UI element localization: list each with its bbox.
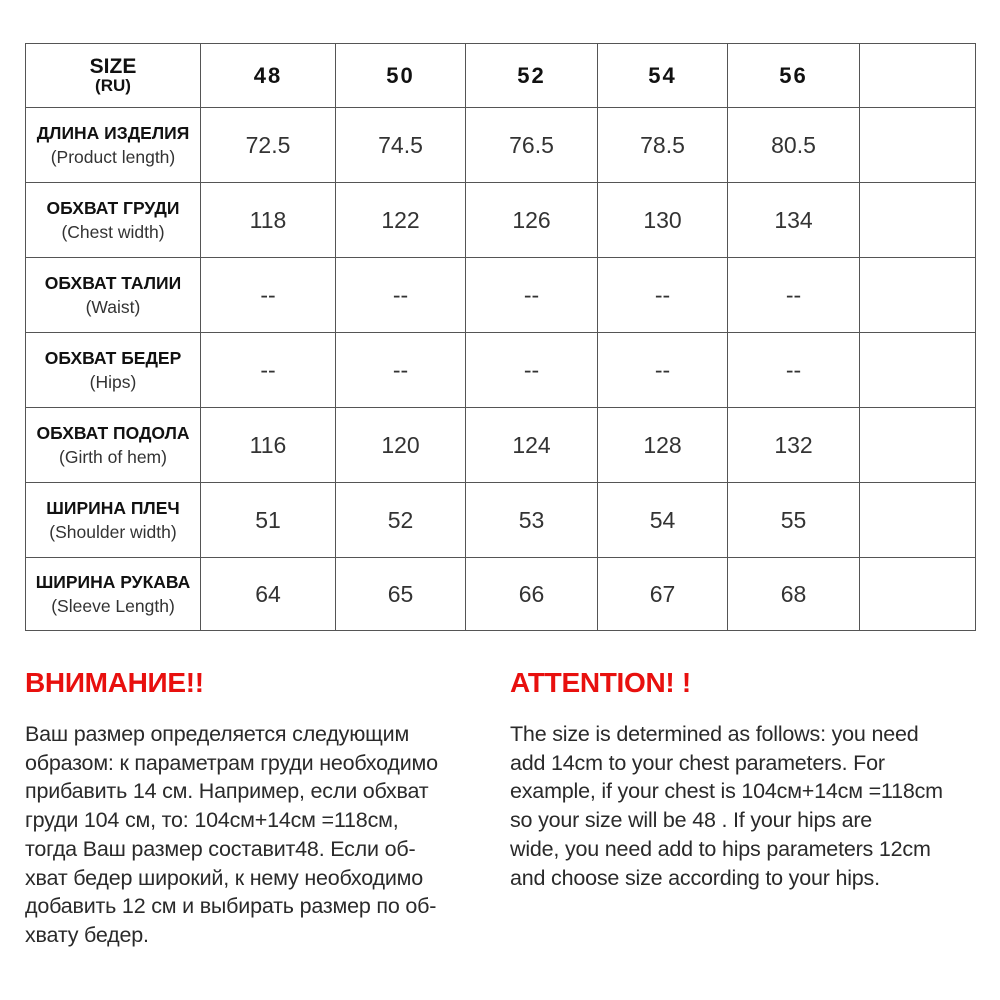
cell-value: 72.5 — [245, 131, 291, 158]
cell-value: 64 — [255, 580, 281, 607]
table-row — [26, 408, 976, 483]
table-row — [26, 558, 976, 631]
size-column-header — [860, 44, 976, 108]
table-cell — [860, 558, 976, 631]
cell-value: -- — [260, 281, 276, 308]
cell-value: 55 — [780, 506, 807, 533]
table-cell — [466, 258, 598, 333]
table-cell — [728, 258, 860, 333]
attention-text-en: The size is determined as follows: you need add 14cm to your chest parameters. For example, if your chest is 104cм+14cм =118cm so your size will be 48 . If your hips are wide, you need add to hips parameters 12cm and choose size according to your hips. — [510, 722, 943, 890]
row-label-en: (Shoulder width) — [49, 522, 177, 542]
cell-value: 65 — [387, 580, 414, 607]
row-label-cell — [26, 333, 201, 408]
row-label-cell — [26, 258, 201, 333]
table-cell — [336, 183, 466, 258]
table-cell — [336, 483, 466, 558]
table-cell — [336, 333, 466, 408]
table-cell — [728, 108, 860, 183]
cell-value: 78.5 — [640, 131, 685, 158]
cell-value: -- — [654, 356, 671, 383]
size-column-header — [598, 44, 728, 108]
table-cell — [860, 408, 976, 483]
table-cell — [598, 183, 728, 258]
table-cell — [728, 333, 860, 408]
table-cell — [466, 408, 598, 483]
row-label-en: (Girth of hem) — [59, 447, 167, 467]
table-row — [26, 108, 976, 183]
table-cell — [201, 483, 336, 558]
table-cell — [336, 408, 466, 483]
table-cell — [466, 558, 598, 631]
size-column-header — [336, 44, 466, 108]
cell-value: -- — [654, 281, 671, 308]
cell-value: 66 — [518, 580, 545, 607]
table-cell — [728, 408, 860, 483]
cell-value: 116 — [249, 431, 287, 458]
size-chart-table — [25, 43, 976, 631]
table-row — [26, 183, 976, 258]
cell-value: 74.5 — [378, 131, 423, 158]
cell-value: 132 — [774, 431, 813, 458]
cell-value: 54 — [649, 506, 676, 533]
table-cell — [201, 108, 336, 183]
table-cell — [201, 183, 336, 258]
size-value: 52 — [517, 62, 546, 88]
row-label-cell — [26, 108, 201, 183]
size-value: 50 — [386, 62, 415, 88]
row-label-en: (Hips) — [89, 372, 137, 392]
table-cell — [598, 483, 728, 558]
row-label-en: (Sleeve Length) — [51, 596, 175, 616]
table-cell — [598, 258, 728, 333]
table-cell — [860, 333, 976, 408]
table-cell — [598, 408, 728, 483]
cell-value: -- — [523, 281, 540, 308]
table-row — [26, 333, 976, 408]
cell-value: 68 — [780, 580, 807, 607]
row-label-ru: ШИРИНА РУКАВА — [35, 572, 191, 592]
row-label-ru: ОБХВАТ ПОДОЛА — [36, 423, 190, 443]
table-row — [26, 258, 976, 333]
table-cell — [728, 483, 860, 558]
row-label-en: (Product length) — [50, 147, 176, 167]
size-region-label: (RU) — [95, 75, 131, 95]
table-cell — [466, 333, 598, 408]
table-cell — [728, 183, 860, 258]
row-label-cell — [26, 183, 201, 258]
row-label-ru: ОБХВАТ ГРУДИ — [46, 198, 180, 218]
size-chart-body — [26, 44, 976, 631]
row-label-cell — [26, 558, 201, 631]
cell-value: 126 — [512, 206, 551, 233]
table-cell — [336, 558, 466, 631]
cell-value: -- — [523, 356, 540, 383]
cell-value: 122 — [381, 206, 420, 233]
cell-value: 76.5 — [509, 131, 554, 158]
row-label-en: (Chest width) — [61, 222, 165, 242]
table-cell — [336, 108, 466, 183]
table-cell — [336, 258, 466, 333]
table-row — [26, 483, 976, 558]
attention-title-ru: ВНИМАНИЕ!! — [25, 667, 204, 698]
attention-title-en: ATTENTION! ! — [510, 667, 691, 698]
cell-value: 51 — [255, 506, 281, 533]
row-label-ru: ДЛИНА ИЗДЕЛИЯ — [36, 123, 190, 143]
size-column-header — [201, 44, 336, 108]
table-cell — [466, 183, 598, 258]
size-header-cell — [26, 44, 201, 108]
cell-value: 118 — [249, 206, 287, 233]
table-cell — [860, 483, 976, 558]
cell-value: 52 — [387, 506, 414, 533]
row-label-cell — [26, 408, 201, 483]
size-value: 54 — [648, 62, 677, 88]
cell-value: 130 — [643, 206, 682, 233]
attention-text-ru: Ваш размер определяется следующим образом: к параметрам груди необходимо прибавить 14 см. Например, если обхват груди 104 см, то: 104см+14см =118см, тогда Ваш размер составит48. Если об- хват бедер широкий, к нему необходимо добавить 12 см и выбирать размер по об- хвату бедер. — [25, 722, 438, 947]
cell-value: 80.5 — [771, 131, 816, 158]
table-cell — [598, 108, 728, 183]
table-cell — [860, 108, 976, 183]
cell-value: 128 — [643, 431, 682, 458]
row-label-cell — [26, 483, 201, 558]
table-cell — [466, 108, 598, 183]
cell-value: -- — [392, 281, 409, 308]
table-cell — [598, 558, 728, 631]
table-cell — [466, 483, 598, 558]
cell-value: -- — [392, 356, 409, 383]
table-cell — [598, 333, 728, 408]
row-label-en: (Waist) — [85, 297, 141, 317]
cell-value: 53 — [518, 506, 545, 533]
header-row — [26, 44, 976, 108]
row-label-ru: ОБХВАТ БЕДЕР — [44, 348, 182, 368]
size-column-header — [728, 44, 860, 108]
table-cell — [860, 183, 976, 258]
cell-value: -- — [785, 281, 802, 308]
table-cell — [201, 408, 336, 483]
cell-value: 120 — [381, 431, 420, 458]
cell-value: 134 — [774, 206, 813, 233]
cell-value: 124 — [512, 431, 551, 458]
table-cell — [201, 333, 336, 408]
row-label-ru: ШИРИНА ПЛЕЧ — [46, 498, 180, 518]
table-cell — [201, 258, 336, 333]
size-value: 56 — [779, 62, 808, 88]
size-label: SIZE — [89, 54, 137, 78]
table-cell — [860, 258, 976, 333]
cell-value: 67 — [649, 580, 676, 607]
cell-value: -- — [260, 356, 276, 383]
cell-value: -- — [785, 356, 802, 383]
row-label-ru: ОБХВАТ ТАЛИИ — [44, 273, 182, 293]
table-cell — [728, 558, 860, 631]
size-column-header — [466, 44, 598, 108]
table-cell — [201, 558, 336, 631]
size-value: 48 — [253, 62, 283, 88]
